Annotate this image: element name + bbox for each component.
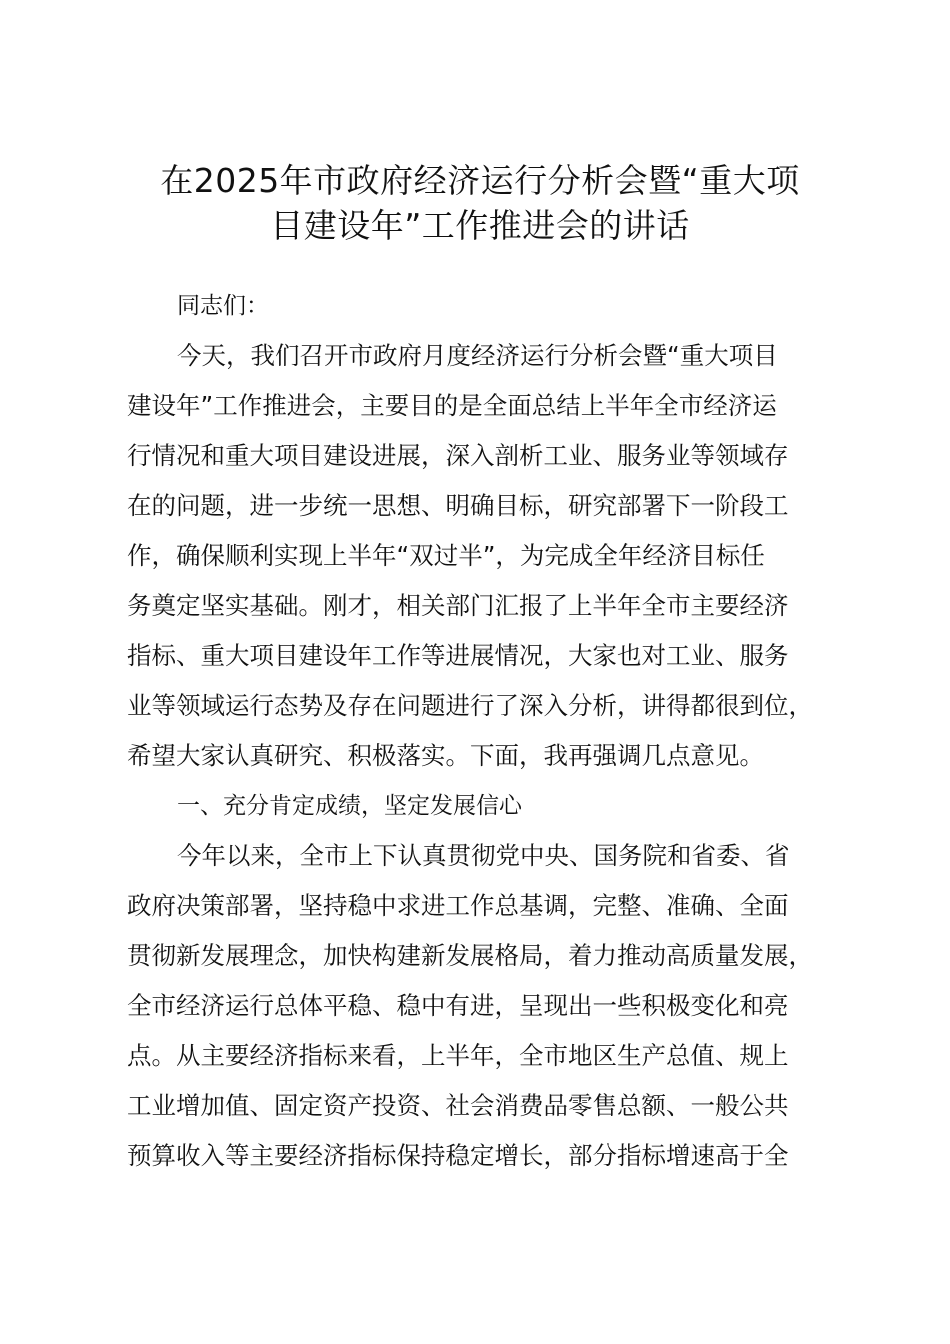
paragraph-line: 建设年”工作推进会，主要目的是全面总结上半年全市经济运 (127, 391, 777, 420)
paragraph-line: 指标、重大项目建设年工作等进展情况，大家也对工业、服务 (127, 641, 789, 670)
paragraph-line: 全市经济运行总体平稳、稳中有进，呈现出一些积极变化和亮 (127, 991, 789, 1020)
paragraph-line: 点。从主要经济指标来看，上半年，全市地区生产总值、规上 (127, 1041, 789, 1070)
paragraph-line: 预算收入等主要经济指标保持稳定增长，部分指标增速高于全 (127, 1141, 789, 1170)
paragraph-line: 政府决策部署，坚持稳中求进工作总基调，完整、准确、全面 (127, 891, 789, 920)
section-heading-text: 一、充分肯定成绩，坚定发展信心 (177, 793, 522, 819)
paragraph-line: 希望大家认真研究、积极落实。下面，我再强调几点意见。 (127, 741, 764, 770)
section-heading-1 (127, 781, 857, 831)
paragraph-line: 务奠定坚实基础。刚才，相关部门汇报了上半年全市主要经济 (127, 591, 789, 620)
title-line-2: 目建设年”工作推进会的讲话 (270, 206, 690, 245)
paragraph-line: 今天，我们召开市政府月度经济运行分析会暨“重大项目 (177, 341, 778, 370)
paragraph-line: 业等领域运行态势及存在问题进行了深入分析，讲得都很到位， (127, 691, 813, 720)
paragraph-line: 工业增加值、固定资产投资、社会消费品零售总额、一般公共 (127, 1091, 789, 1120)
paragraph-line: 今年以来，全市上下认真贯彻党中央、国务院和省委、省 (177, 841, 790, 870)
salutation-text: 同志们： (177, 293, 269, 319)
document-body (127, 281, 857, 1181)
paragraph-line: 贯彻新发展理念，加快构建新发展格局，着力推动高质量发展， (127, 941, 813, 970)
paragraph-intro (127, 331, 857, 781)
paragraph-line: 行情况和重大项目建设进展，深入剖析工业、服务业等领域存 (127, 441, 789, 470)
paragraph-line: 作，确保顺利实现上半年“双过半”，为完成全年经济目标任 (127, 541, 765, 570)
title-line-1: 在2025年市政府经济运行分析会暨“重大项 (160, 161, 800, 200)
paragraph-achievements (127, 831, 857, 1181)
paragraph-line: 在的问题，进一步统一思想、明确目标，研究部署下一阶段工 (127, 491, 789, 520)
salutation (127, 281, 857, 331)
document-title (110, 158, 850, 248)
